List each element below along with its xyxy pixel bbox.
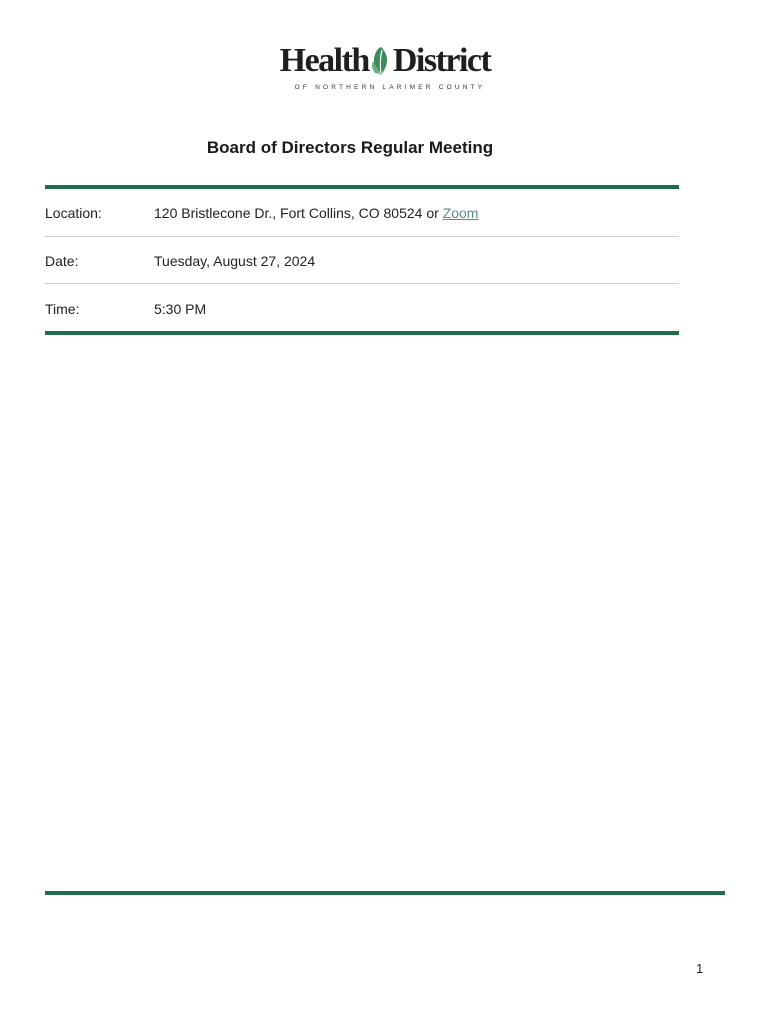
date-value: Tuesday, August 27, 2024 (154, 253, 316, 269)
location-label: Location: (45, 205, 102, 221)
row-divider (45, 236, 679, 237)
logo (0, 44, 770, 91)
zoom-link[interactable]: Zoom (442, 205, 479, 221)
date-label: Date: (45, 253, 79, 269)
row-divider (45, 283, 679, 284)
location-address: 120 Bristlecone Dr., Fort Collins, CO 80524 or (154, 205, 439, 221)
top-divider (45, 185, 679, 189)
leaf-icon (370, 46, 392, 76)
location-value (154, 205, 478, 221)
page-number: 1 (696, 961, 704, 976)
logo-word-health: Health (279, 42, 369, 79)
bottom-divider (45, 331, 679, 335)
time-label: Time: (45, 301, 80, 317)
footer-divider (45, 891, 725, 895)
logo-word-district: District (392, 42, 491, 79)
logo-subtitle: OF NORTHERN LARIMER COUNTY (294, 84, 486, 91)
meeting-title: Board of Directors Regular Meeting (206, 138, 494, 157)
time-value: 5:30 PM (154, 301, 207, 317)
logo-wordmark (280, 44, 491, 78)
